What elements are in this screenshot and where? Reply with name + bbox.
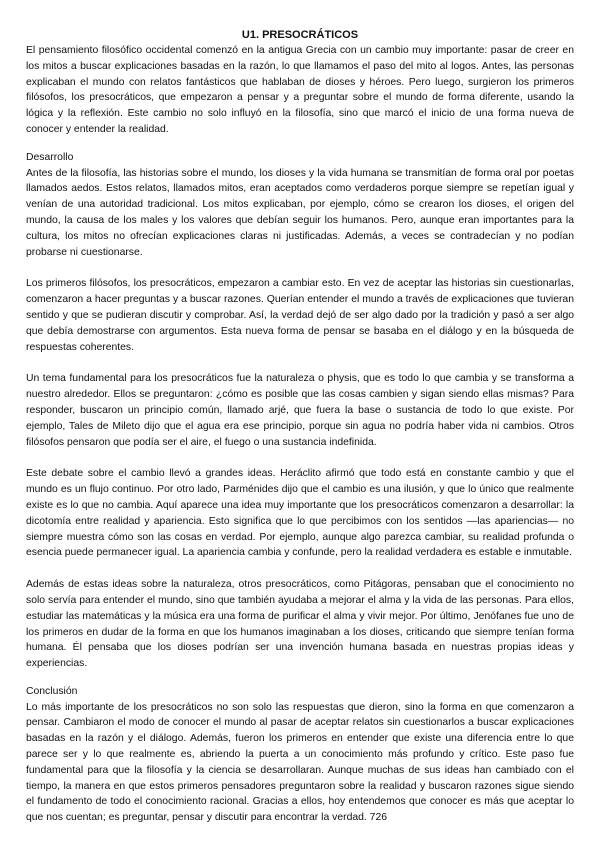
document-title: U1. PRESOCRÁTICOS bbox=[241, 29, 359, 41]
intro-paragraph: El pensamiento filosófico occidental comenzó en la antigua Grecia con un cambio muy importante: pasar de creer en los mitos a buscar explicaciones basadas en la razón, lo que llamamos el paso del mito al logos. Antes, las personas explicaban el mundo con relatos fantásticos que hablaban de dioses y héroes. Pero luego, surgieron los primeros filósofos, los presocráticos, que empezaron a pensar y a preguntar sobre el mundo de forma diferente, usando la lógica y la reflexión. Este cambio no solo influyó en la filosofía, sino que marcó el inicio de una forma nueva de conocer y entender la realidad. bbox=[26, 45, 574, 135]
section-heading-development: Desarrollo bbox=[26, 151, 74, 163]
section-heading-conclusion: Conclusión bbox=[26, 685, 78, 697]
paragraph-pythagoras: Además de estas ideas sobre la naturaleza, otros presocráticos, como Pitágoras, pensaban que el conocimiento no solo servía para entender el mundo, sino que también ayudaba a mejorar el alma y la vida de las personas. Para ellos, estudiar las matemáticas y la música era una forma de purificar el alma y vivir mejor. Por último, Jenófanes fue uno de los primeros en dudar de la forma en que los humanos imaginaban a los dioses, criticando que siempre tenían forma humana. Él pensaba que los dioses podrían ser una invención humana basada en nuestras propias ideas y experiencias. bbox=[26, 579, 574, 670]
paragraph-change-debate: Este debate sobre el cambio llevó a grandes ideas. Heráclito afirmó que todo está en constante cambio y que el mundo es un flujo continuo. Por otro lado, Parménides dijo que el cambio es una ilusión, y que lo único que realmente existe es lo que no cambia. Aquí aparece una idea muy importante que los presocráticos comenzaron a desarrollar: la dicotomía entre realidad y apariencia. Esto significa que lo que percibimos con los sentidos —las apariencias— no siempre muestra cómo son las cosas en verdad. Por ejemplo, aunque algo parezca cambiar, su realidad profunda o esencia puede permanecer igual. La apariencia cambia y confunde, pero la realidad verdadera es estable e inmutable. bbox=[26, 468, 574, 559]
conclusion-paragraph: Lo más importante de los presocráticos no son solo las respuestas que dieron, sino la forma en que comenzaron a pensar. Cambiaron el modo de conocer el mundo al pasar de aceptar relatos sin cuestionarlos a buscar explicaciones basadas en la razón y el diálogo. Además, fueron los primeros en entender que existe una diferencia entre lo que parece ser y lo que realmente es, abriendo la puerta a un conocimiento más profundo y crítico. Este paso fue fundamental para que la filosofía y la ciencia se desarrollaran. Aunque muchas de sus ideas han cambiado con el tiempo, la manera en que estos primeros pensadores preguntaron sobre la realidad y buscaron razones sigue siendo el fundamento de todo el conocimiento racional. Gracias a ellos, hoy entendemos que conocer es más que aceptar lo que nos cuentan; es preguntar, pensar y discutir para encontrar la verdad. 726 bbox=[26, 701, 574, 824]
paragraph-myths: Antes de la filosofía, las historias sobre el mundo, los dioses y la vida humana se transmitían de forma oral por poetas llamados aedos. Estos relatos, llamados mitos, eran aceptados como verdaderos porque siempre se repetían igual y venían de una autoridad tradicional. Los mitos explicaban, por ejemplo, cómo se crearon los dioses, el origen del mundo, la causa de los males y los valores que debían seguir los humanos. Pero, aunque eran importantes para la cultura, los mitos no ofrecían explicaciones claras ni justificadas. Además, a veces se contradecían y no podían probarse ni cuestionarse. bbox=[26, 167, 574, 258]
paragraph-physis: Un tema fundamental para los presocráticos fue la naturaleza o physis, que es todo lo que cambia y se transforma a nuestro alrededor. Ellos se preguntaron: ¿cómo es posible que las cosas cambien y sigan siendo ellas mismas? Para responder, buscaron un principio común, llamado arjé, que fuera la base o sustancia de todo lo que existe. Por ejemplo, Tales de Mileto dijo que el agua era ese principio, porque sin agua no podría haber vida ni cambios. Otros filósofos pensaron que podía ser el aire, el fuego o una sustancia indefinida. bbox=[26, 373, 574, 448]
paragraph-presocratics: Los primeros filósofos, los presocráticos, empezaron a cambiar esto. En vez de aceptar las historias sin cuestionarlas, comenzaron a hacer preguntas y a buscar razones. Querían entender el mundo a través de explicaciones que tuvieran sentido y que se pudieran discutir y comprobar. Así, la verdad dejó de ser algo dado por la tradición y pasó a ser algo que debía demostrarse con argumentos. Esta nueva forma de pensar se basaba en el diálogo y en la búsqueda de respuestas coherentes. bbox=[26, 278, 574, 353]
